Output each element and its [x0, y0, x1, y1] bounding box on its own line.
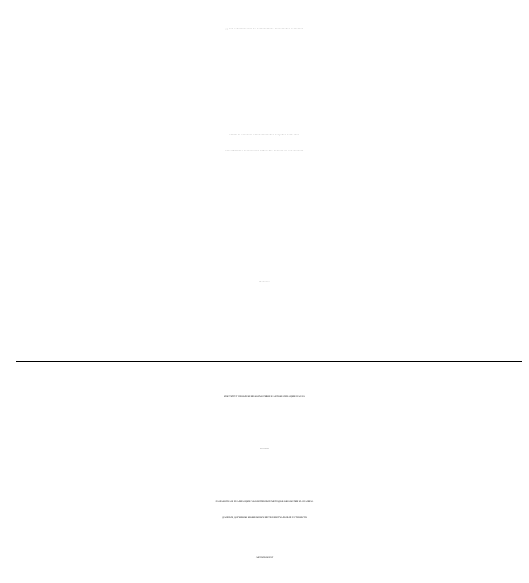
ru-title-line-1: РАЗРАБОТКА И РЕАЛИЗАЦИЯ ЭФФЕКТИВНЫХ МЕТОДОВ ОБРАБОТКИ И АНАЛИЗА — [215, 500, 314, 503]
ru-institute-name: ИНСТИТУТ ПРОБЛЕМ ИНФОРМАТИКИ И АВТОМАТИЗАЦИИ НАН РА — [224, 395, 305, 398]
ru-document-type: АВТОРЕФЕРАТ — [255, 556, 274, 559]
arm-title-line-1: ՇԱՐԺԱԿԱՆ «ԽԵԼԱՑԻ» ՍԱՐՔԱՎՈՐՈՒՄՆԵՐԻ ՏՎԻՉՆԵՐԻ ՏՎՅԱԼՆԵՐԻ — [229, 135, 300, 136]
arm-institute-name: ՀՀ ԳԱԱ ԻՆՖՈՐՄԱՏԻԿԱՅԻ ԵՎ ԱՎՏՈՄԱՏԱՑՄԱՆ ՊՐՈԲԼԵՄՆԵՐԻ ԻՆՍՏԻՏՈՒՏ — [225, 29, 304, 30]
arm-document-type: ՍԵՂՄԱԳԻՐ — [258, 282, 271, 283]
ru-author-name: Кагян Саак Игоревич — [259, 449, 270, 450]
arm-title-line-2: ՎԵՐԼՈՒԾՈՒԹՅԱՆ ԱՐԴՅՈՒՆԱՎԵՏ ՄԵԹՈԴՆԵՐԻ ՄՇԱԿՈՒՄ ԵՎ ԻՐԱԿԱՆԱՑՈՒՄ — [225, 151, 304, 152]
section-divider — [16, 361, 522, 362]
ru-title-line-2: ДАННЫХ ДАТЧИКОВ МОБИЛЬНЫХ ИНТЕЛЛЕКТУАЛЬНЫХ УСТРОЙСТВ — [222, 516, 307, 519]
